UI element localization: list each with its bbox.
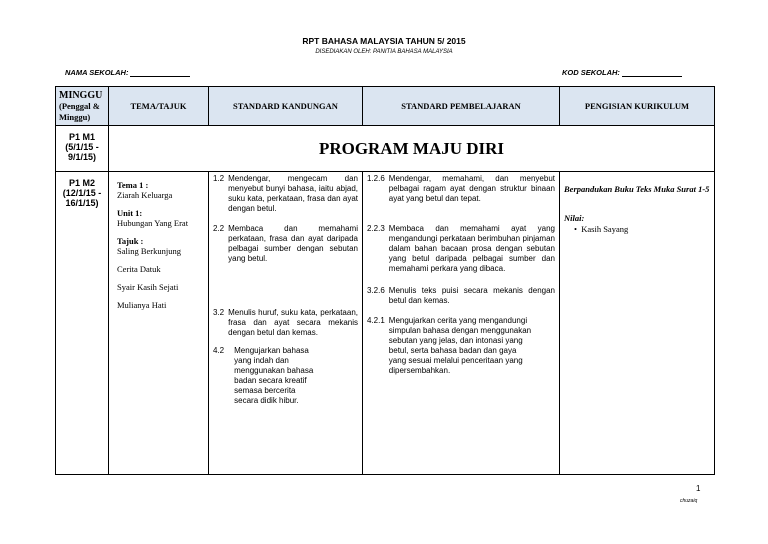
- sk-number: 1.2: [213, 174, 225, 183]
- document-subtitle: DISEDIAKAN OLEH: PANITIA BAHASA MALAYSIA: [315, 49, 453, 55]
- header-sp: STANDARD PEMBELAJARAN: [363, 87, 560, 126]
- page-number: 1: [696, 484, 701, 493]
- subtopic-item: Syair Kasih Sejati: [117, 282, 179, 292]
- nama-sekolah-blank: [130, 68, 190, 77]
- sp-item: [367, 286, 555, 306]
- document-title: RPT BAHASA MALAYSIA TAHUN 5/ 2015: [302, 36, 466, 46]
- sk-text: Mendengar, mengecam dan menyebut bunyi bahasa, iaitu abjad, suku kata, perkataan, frasa dan ayat dengan betul.: [228, 174, 358, 213]
- tajuk-label: Tajuk :: [117, 236, 144, 246]
- sp-text: Menulis teks puisi secara mekanis dengan betul dan kemas.: [388, 286, 555, 305]
- header-sk: STANDARD KANDUNGAN: [209, 87, 363, 126]
- sk-item: [213, 346, 358, 406]
- sk-number: 3.2: [213, 308, 225, 317]
- sk-text: Membaca dan memahami perkataan, frasa dan ayat daripada pelbagai sumber dengan sebutan yang betul.: [228, 224, 358, 263]
- kod-sekolah-field: [562, 68, 682, 77]
- tema-value: Ziarah Keluarga: [117, 190, 173, 200]
- tema-label: Tema 1 :: [117, 180, 149, 190]
- sp-number: 1.2.6: [367, 174, 385, 183]
- sk-text: Mengujarkan bahasa yang indah dan menggunakan bahasa badan secara kreatif semasa bercerita secara didik hibur.: [234, 346, 314, 405]
- nilai-label: Nilai:: [564, 213, 585, 223]
- table-header-row: [56, 87, 715, 126]
- program-banner: PROGRAM MAJU DIRI: [109, 126, 715, 172]
- rpt-table: [55, 86, 715, 475]
- sp-number: 4.2.1: [367, 316, 385, 325]
- header-minggu: [56, 87, 109, 126]
- kod-sekolah-blank: [622, 68, 682, 77]
- sp-number: 3.2.6: [367, 286, 385, 295]
- subtopic-item: Cerita Datuk: [117, 264, 161, 274]
- sp-item: [367, 224, 555, 274]
- bullet-icon: •: [574, 224, 582, 234]
- week-label: P1 M1: [68, 132, 95, 142]
- pengisian-kurikulum-cell: [560, 172, 715, 475]
- week-cell: [56, 126, 109, 172]
- kurikulum-title: Berpandukan Buku Teks Muka Surat 1-5: [564, 184, 710, 194]
- header-kurikulum: PENGISIAN KURIKULUM: [560, 87, 715, 126]
- subtopic-item: Mulianya Hati: [117, 300, 167, 310]
- week-cell: [56, 172, 109, 475]
- sk-number: 4.2: [213, 346, 225, 355]
- header-minggu-sub: (Penggal & Minggu): [59, 100, 100, 122]
- nama-sekolah-label: NAMA SEKOLAH:: [65, 68, 129, 77]
- unit-value: Hubungan Yang Erat: [117, 218, 189, 228]
- sp-text: Membaca dan memahami ayat yang mengandungi perkataan berimbuhan pinjaman dalam bahan bacaan prosa dengan sebutan yang betul daripada pelbagai sumber dan memahami perkara yang dibaca.: [388, 224, 555, 273]
- nama-sekolah-field: [65, 68, 190, 77]
- sp-item: [367, 316, 555, 376]
- header-tema: TEMA/TAJUK: [109, 87, 209, 126]
- tema-cell: [109, 172, 209, 475]
- table-row: [56, 172, 715, 475]
- week-dates: (5/1/15 - 9/1/15): [65, 142, 99, 162]
- sp-item: [367, 174, 555, 204]
- footer-mark: chuzaiq: [680, 498, 698, 504]
- standard-kandungan-cell: [209, 172, 363, 475]
- standard-pembelajaran-cell: [363, 172, 560, 475]
- sp-text: Mendengar, memahami, dan menyebut pelbagai ragam ayat dengan struktur binaan ayat yang betul dan tepat.: [388, 174, 555, 203]
- tajuk-value: Saling Berkunjung: [117, 246, 181, 256]
- sp-text: Mengujarkan cerita yang mengandungi simpulan bahasa dengan menggunakan sebutan yang jelas, dan intonasi yang betul, serta bahasa badan dan gaya yang sesuai melalui penceritaan yang dipersembahkan.: [388, 316, 532, 375]
- header-minggu-label: MINGGU: [59, 89, 103, 101]
- sk-item: [213, 174, 358, 214]
- sk-item: [213, 308, 358, 338]
- week-dates: (12/1/15 - 16/1/15): [62, 188, 102, 208]
- nilai-item: Kasih Sayang: [581, 224, 629, 234]
- sk-item: [213, 224, 358, 264]
- nilai-list-item: [564, 224, 710, 235]
- sk-number: 2.2: [213, 224, 225, 233]
- sk-text: Menulis huruf, suku kata, perkataan, frasa dan ayat secara mekanis dengan betul dan kemas.: [228, 308, 358, 337]
- week-label: P1 M2: [68, 178, 95, 188]
- kod-sekolah-label: KOD SEKOLAH:: [562, 68, 620, 77]
- sp-number: 2.2.3: [367, 224, 385, 233]
- unit-label: Unit 1:: [117, 208, 143, 218]
- table-row: [56, 126, 715, 172]
